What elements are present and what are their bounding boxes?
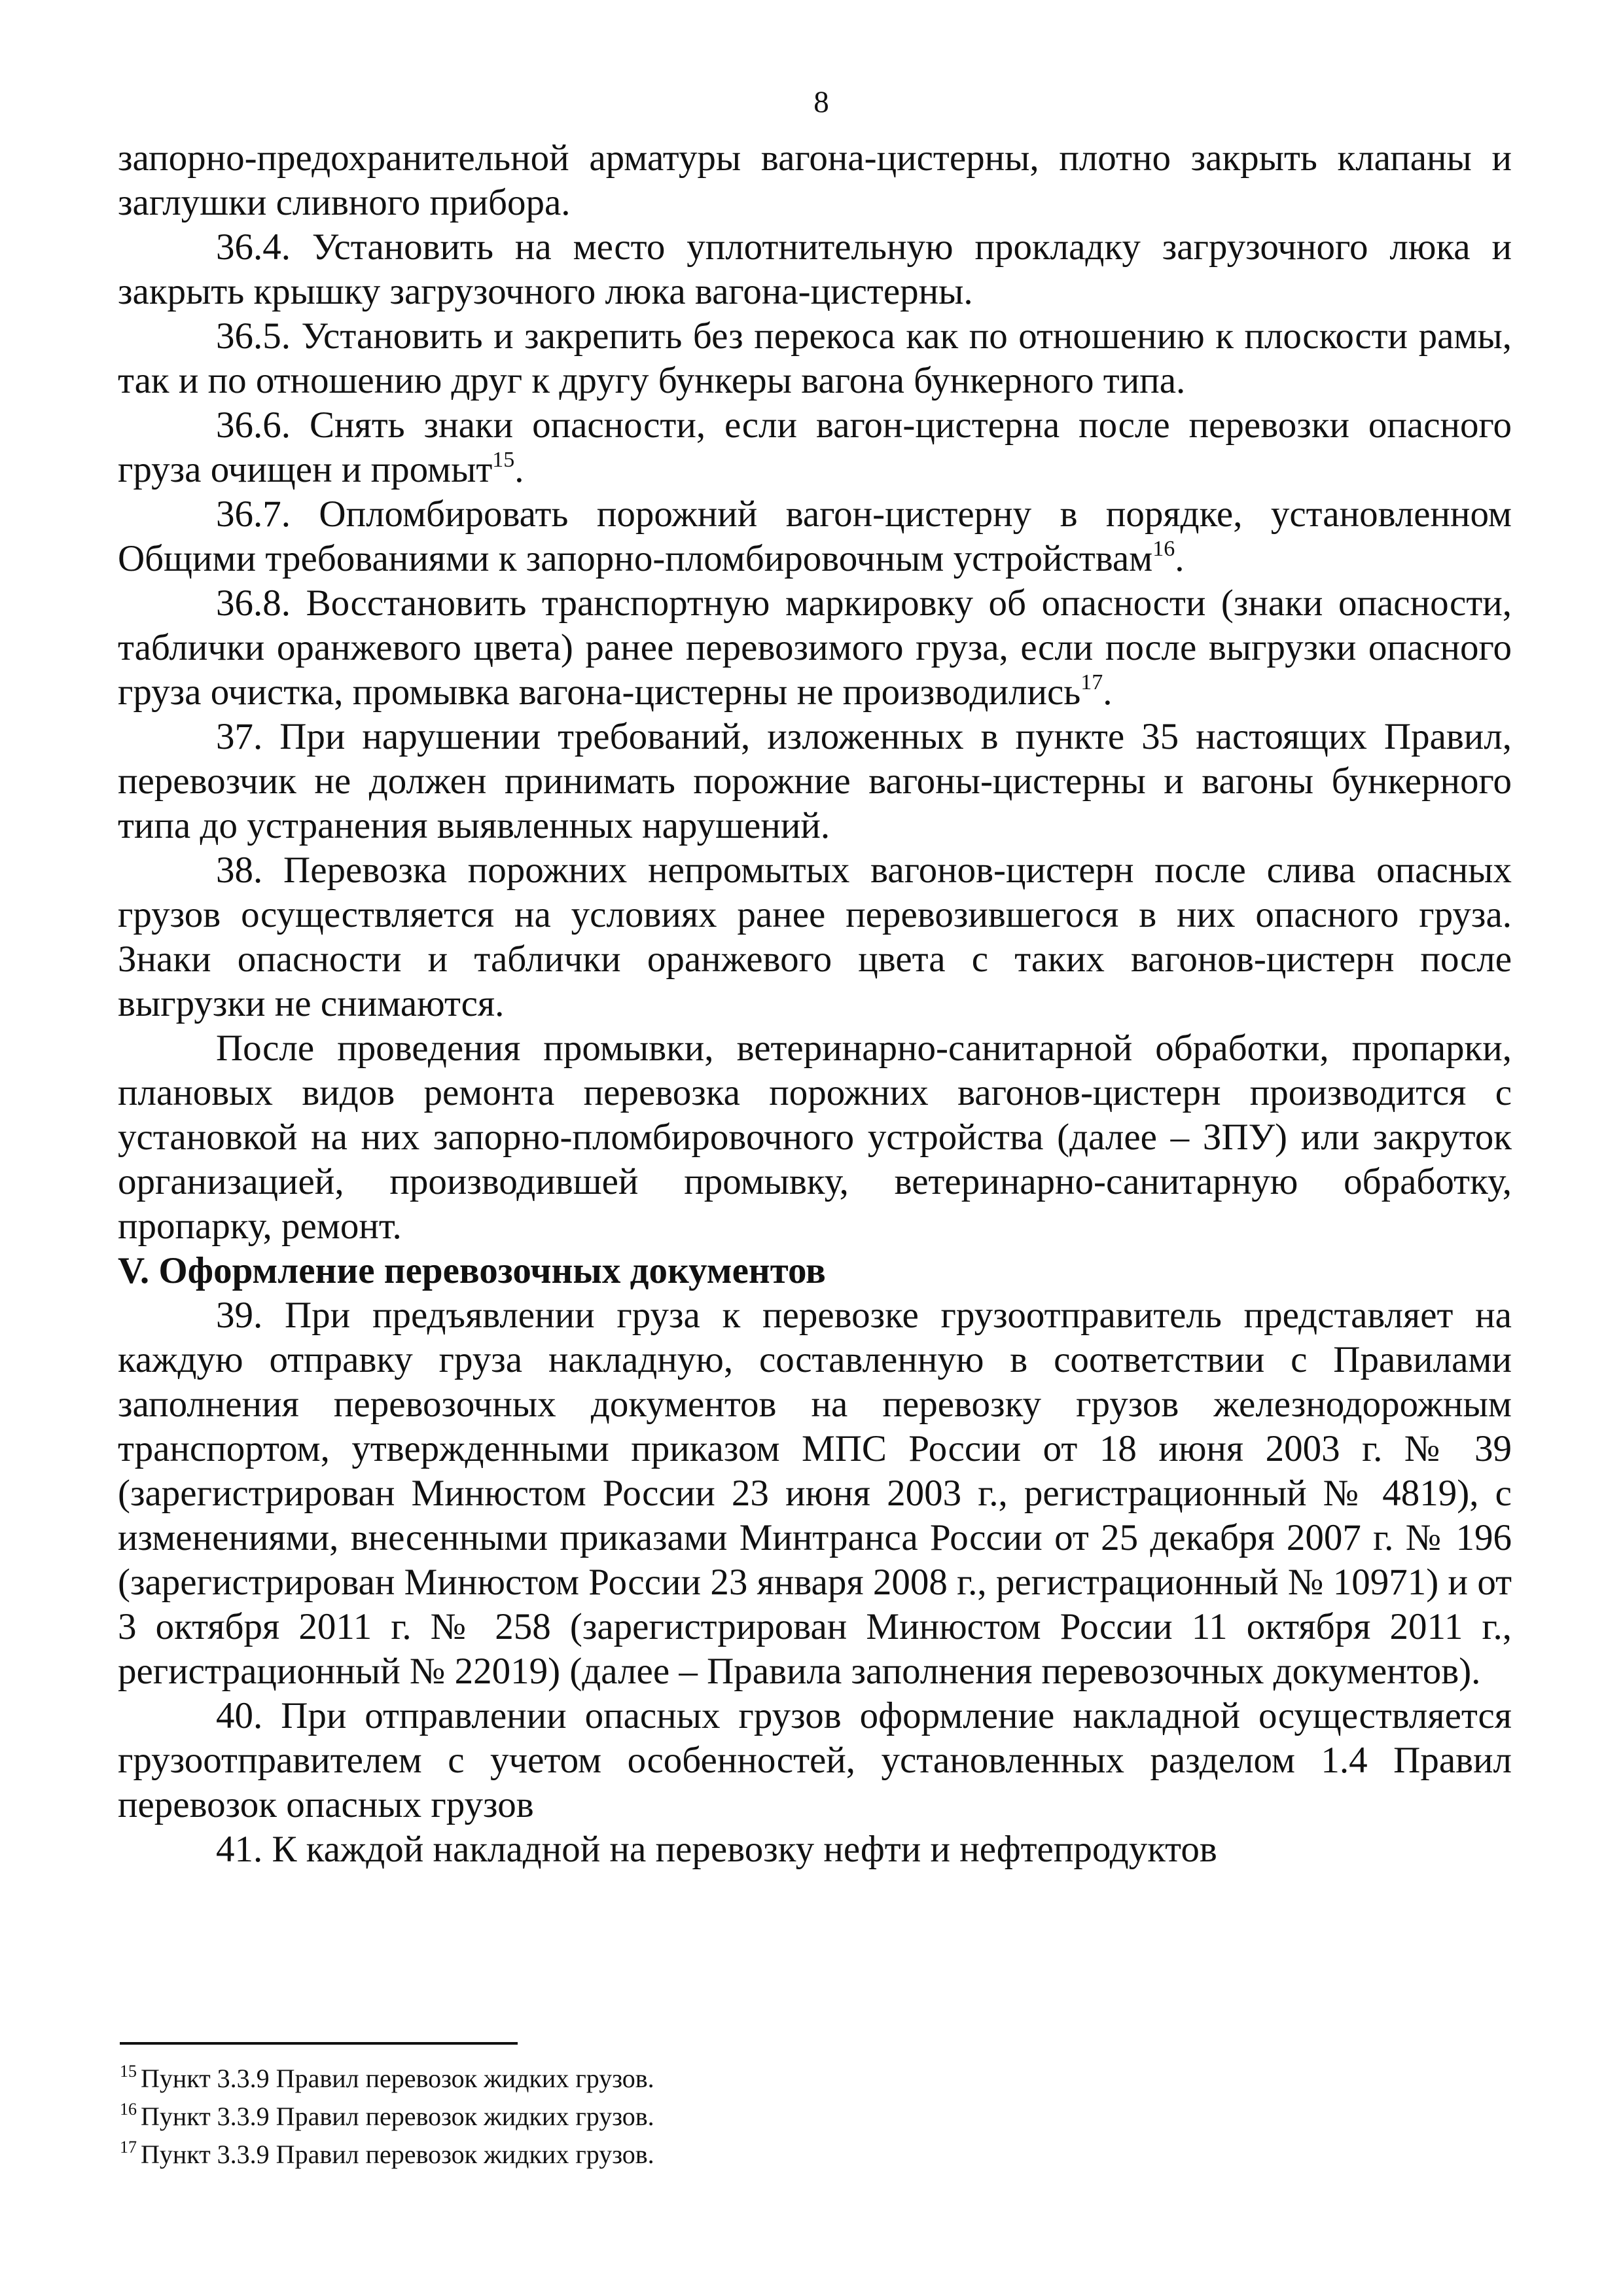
- paragraph-36-6: 36.6. Снять знаки опасности, если вагон-цистерна после перевозки опасного груза очищен и промыт$^{15}$.: [118, 404, 1512, 490]
- paragraph-36-6-text: 36.6. Снять знаки опасности, если вагон-цистерна после перевозки опасного груза очищен и промыт: [118, 404, 1512, 490]
- footnote-ref-17[interactable]: 17: [1080, 670, 1103, 694]
- paragraph-37: 37. При нарушении требований, изложенных в пункте 35 настоящих Правил, перевозчик не должен принимать порожние вагоны-цистерны и вагоны бункерного типа до устранения выявленных нарушений.: [118, 716, 1512, 846]
- paragraph-39: 39. При предъявлении груза к перевозке грузоотправитель представляет на каждую отправку груза накладную, составленную в соответствии с Правилами заполнения перевозочных документов на перевозку грузов железнодорожным транспортом, утвержденными приказом МПС России от 18 июня 2003 г. № 39 (зарегистрирован Минюстом России 23 июня 2003 г., регистрационный № 4819), с изменениями, внесенными приказами Минтранса России от 25 декабря 2007 г. № 196 (зарегистрирован Минюстом России 23 января 2008 г., регистрационный № 10971) и от 3 октября 2011 г. № 258 (зарегистрирован Минюстом России 11 октября 2011 г., регистрационный № 22019) (далее – Правила заполнения перевозочных документов).: [118, 1295, 1512, 1692]
- paragraph-36-7-text: 36.7. Опломбировать порожний вагон-цистерну в порядке, установленном Общими требованиями к запорно-пломбировочным устройствам: [118, 493, 1512, 579]
- paragraph-continuation: запорно-предохранительной арматуры вагона-цистерны, плотно закрыть клапаны и заглушки сливного прибора.: [118, 137, 1512, 223]
- footnote-number: 16: [120, 2100, 137, 2119]
- footnote-number: 15: [120, 2062, 137, 2081]
- footnote-ref-16[interactable]: 16: [1152, 537, 1175, 561]
- paragraph-36-7: 36.7. Опломбировать порожний вагон-цистерну в порядке, установленном Общими требованиями к запорно-пломбировочным устройствам$^{16}$.: [118, 493, 1512, 579]
- paragraph-40: 40. При отправлении опасных грузов оформление накладной осуществляется грузоотправителем с учетом особенностей, установленных разделом 1.4 Правил перевозок опасных грузов: [118, 1695, 1512, 1825]
- footnote-text: Пункт 3.3.9 Правил перевозок жидких грузов.: [141, 2102, 654, 2131]
- page-number: 8: [813, 85, 829, 119]
- footnote-16: [120, 2098, 1494, 2136]
- paragraph-38: 38. Перевозка порожних непромытых вагонов-цистерн после слива опасных грузов осуществляется на условиях ранее перевозившегося в них опасного груза. Знаки опасности и таблички оранжевого цвета с таких вагонов-цистерн после выгрузки не снимаются.: [118, 850, 1512, 1024]
- paragraph-36-5: 36.5. Установить и закрепить без перекоса как по отношению к плоскости рамы, так и по отношению друг к другу бункеры вагона бункерного типа.: [118, 315, 1512, 401]
- footnote-text: Пункт 3.3.9 Правил перевозок жидких грузов.: [141, 2140, 654, 2169]
- footnote-ref-15[interactable]: 15: [492, 448, 515, 472]
- paragraph-36-4: 36.4. Установить на место уплотнительную прокладку загрузочного люка и закрыть крышку загрузочного люка вагона-цистерны.: [118, 226, 1512, 312]
- footnote-17: [120, 2136, 1494, 2174]
- paragraph-41: 41. К каждой накладной на перевозку нефти и нефтепродуктов: [216, 1829, 1217, 1870]
- footnote-number: 17: [120, 2138, 137, 2157]
- footnote-15: [120, 2060, 1494, 2098]
- footnote-divider: [120, 2042, 518, 2045]
- footnotes: [120, 2060, 1494, 2174]
- paragraph-36-8-text: 36.8. Восстановить транспортную маркировку об опасности (знаки опасности, таблички оранжевого цвета) ранее перевозимого груза, если после выгрузки опасного груза очистка, промывка вагона-цистерны не производились: [118, 583, 1512, 713]
- body-text: [118, 136, 1512, 1872]
- footnote-text: Пункт 3.3.9 Правил перевозок жидких грузов.: [141, 2064, 654, 2093]
- paragraph-36-8: 36.8. Восстановить транспортную маркировку об опасности (знаки опасности, таблички оранжевого цвета) ранее перевозимого груза, если после выгрузки опасного груза очистка, промывка вагона-цистерны не производились$^{17}$.: [118, 583, 1512, 713]
- paragraph-38-continued: После проведения промывки, ветеринарно-санитарной обработки, пропарки, плановых видов ремонта перевозка порожних вагонов-цистерн производится с установкой на них запорно-пломбировочного устройства (далее – ЗПУ) или закруток организацией, производившей промывку, ветеринарно-санитарную обработку, пропарку, ремонт.: [118, 1028, 1512, 1247]
- section-heading: V. Оформление перевозочных документов: [118, 1250, 826, 1291]
